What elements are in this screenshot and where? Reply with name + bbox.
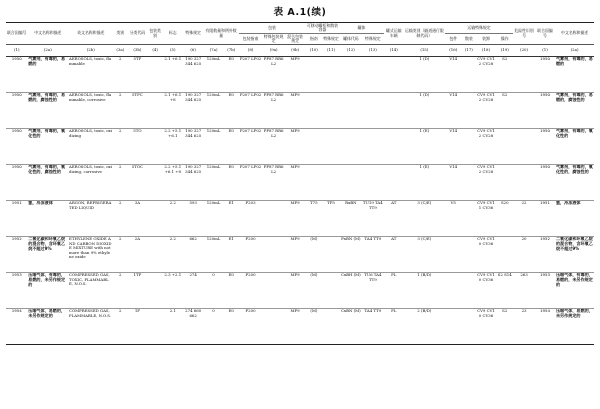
un-number-repeat-cell: 1950 xyxy=(535,164,555,200)
col-tank-code: 罐体代码 xyxy=(340,34,363,45)
special-provisions-cell: 190 327 344 625 xyxy=(183,92,203,128)
column-number: (16) xyxy=(445,45,462,56)
excepted-quantity-cell: E0 xyxy=(224,164,239,200)
name-cn-repeat-cell: 气雾剂，有毒的，易燃的，腐蚀性的 xyxy=(555,92,594,128)
column-number: (8) xyxy=(239,45,263,56)
tank-code-cell xyxy=(340,128,363,164)
labels-cell: 2.2 +5.1 +6.1 +8 xyxy=(163,164,183,200)
packing-instruction-cell: P200 xyxy=(239,236,263,272)
special-provisions-cell: 274 xyxy=(183,272,203,308)
operation-cell xyxy=(496,128,513,164)
col-mixed-packing: 混合包装规定 xyxy=(285,34,305,45)
transport-category-cell: 1 (E) xyxy=(404,164,445,200)
special-packing-cell: PP87 RR6 L2 xyxy=(262,56,285,92)
hazard-id-cell: 20 xyxy=(513,236,534,272)
name-en-cell: ARGON, REFRIGERATED LIQUID xyxy=(68,200,113,236)
tank-instruction-cell xyxy=(305,56,322,92)
col-name-en: 英文名称和描述 xyxy=(68,23,113,45)
column-number: (14) xyxy=(384,45,404,56)
column-number: (3a) xyxy=(113,45,127,56)
special-provisions-cell: 190 327 344 625 xyxy=(183,128,203,164)
col-tank-special-provisions-2: 特殊规定 xyxy=(362,34,383,45)
excepted-quantity-cell: E0 xyxy=(224,92,239,128)
packing-instruction-cell: P207 LP02 xyxy=(239,164,263,200)
name-cn-cell: 气雾剂，有毒的，氧化性的 xyxy=(27,128,68,164)
special-packing-cell xyxy=(262,308,285,344)
table-row xyxy=(6,236,594,272)
col-name-cn-repeat: 中文名称和描述 xyxy=(555,23,594,45)
column-number: (11) xyxy=(322,45,339,56)
limited-quantity-cell: 0 xyxy=(203,272,223,308)
operation-cell: S2 xyxy=(496,308,513,344)
transport-category-cell: 2 (B/D) xyxy=(404,308,445,344)
column-number: (9a) xyxy=(262,45,285,56)
tank-instruction-cell xyxy=(305,92,322,128)
packing-group-cell xyxy=(148,92,163,128)
un-number-cell: 1951 xyxy=(6,200,27,236)
name-cn-repeat-cell: 压缩气体，易燃的，未另作规定的 xyxy=(555,308,594,344)
tank-vehicle-cell: AT xyxy=(384,200,404,236)
un-number-repeat-cell: 1951 xyxy=(535,200,555,236)
tank-special-2-cell xyxy=(362,128,383,164)
col-un-number-repeat: 联合国编号 xyxy=(535,23,555,45)
special-packing-cell xyxy=(262,236,285,272)
classification-code-cell: 5TO xyxy=(127,128,147,164)
special-provisions-cell: 662 xyxy=(183,236,203,272)
tank-code-cell: PxBN (M) xyxy=(340,236,363,272)
packing-group-cell xyxy=(148,272,163,308)
column-number: (7b) xyxy=(224,45,239,56)
col-packages: 包件 xyxy=(445,34,462,45)
column-number: (17) xyxy=(462,45,476,56)
col-bulk: 散装 xyxy=(462,34,476,45)
name-cn-cell: 氩，冷冻液体 xyxy=(27,200,68,236)
labels-cell: 2.1 +6.1 +8 xyxy=(163,92,183,128)
packing-instruction-cell: P207 LP02 xyxy=(239,128,263,164)
mixed-packing-cell: MP9 xyxy=(285,92,305,128)
loading-cell: CV9 CV12 CV28 xyxy=(476,92,496,128)
mixed-packing-cell: MP9 xyxy=(285,272,305,308)
tank-instruction-cell xyxy=(305,164,322,200)
packing-group-cell xyxy=(148,200,163,236)
tank-special-2-cell xyxy=(362,56,383,92)
special-packing-cell: PP87 RR6 L2 xyxy=(262,92,285,128)
column-number: (4) xyxy=(148,45,163,56)
table-row xyxy=(6,164,594,200)
packing-group-cell xyxy=(148,128,163,164)
class-cell: 2 xyxy=(113,272,127,308)
tank-vehicle-cell xyxy=(384,164,404,200)
tank-code-cell: CxBH (M) xyxy=(340,272,363,308)
bulk-cell xyxy=(462,128,476,164)
column-number: (15) xyxy=(404,45,445,56)
tank-instruction-cell: (M) xyxy=(305,272,322,308)
tank-special-2-cell: TU19 TA4 TT9 xyxy=(362,200,383,236)
column-number: (18) xyxy=(476,45,496,56)
un-number-repeat-cell: 1950 xyxy=(535,92,555,128)
tank-special-2-cell xyxy=(362,92,383,128)
class-cell: 2 xyxy=(113,236,127,272)
classification-code-cell: 5TF xyxy=(127,56,147,92)
tank-special-cell xyxy=(322,56,339,92)
transport-category-cell: 1 (D) xyxy=(404,56,445,92)
name-en-cell: COMPRESSED GAS, FLAMMABLE, N.O.S. xyxy=(68,308,113,344)
packing-instruction-cell: P203 xyxy=(239,200,263,236)
tank-special-cell xyxy=(322,128,339,164)
group-portable-tanks: 可移动罐柜和散装容器 xyxy=(306,22,338,33)
excepted-quantity-cell: E0 xyxy=(224,128,239,164)
bulk-cell xyxy=(462,92,476,128)
hazard-id-cell xyxy=(513,56,534,92)
labels-cell: 2.1 +6.1 xyxy=(163,56,183,92)
class-cell: 2 xyxy=(113,128,127,164)
limited-quantity-cell: 120mL xyxy=(203,128,223,164)
bulk-cell xyxy=(462,272,476,308)
table-row xyxy=(6,92,594,128)
col-tank-special-provisions: 特殊规定 xyxy=(322,34,339,45)
table-row xyxy=(6,272,594,308)
classification-code-cell: 5TFC xyxy=(127,92,147,128)
col-packing-instructions: 包装指南 xyxy=(239,34,263,45)
name-cn-repeat-cell: 压缩气体，有毒的，易燃的，未另作规定的 xyxy=(555,272,594,308)
tank-special-cell xyxy=(322,164,339,200)
un-number-cell: 1952 xyxy=(6,236,27,272)
name-cn-repeat-cell: 气雾剂，有毒的，易燃的 xyxy=(555,56,594,92)
column-number: (5) xyxy=(163,45,183,56)
mixed-packing-cell: MP9 xyxy=(285,236,305,272)
packages-cell xyxy=(445,308,462,344)
loading-cell: CV9 CV10 CV36 xyxy=(476,272,496,308)
bulk-cell xyxy=(462,200,476,236)
class-cell: 2 xyxy=(113,92,127,128)
table-title: 表 A.1(续) xyxy=(273,7,327,18)
operation-cell xyxy=(496,164,513,200)
class-cell: 2 xyxy=(113,56,127,92)
un-number-repeat-cell: 1950 xyxy=(535,56,555,92)
column-number: (7a) xyxy=(203,45,223,56)
packages-cell: V14 xyxy=(445,128,462,164)
classification-code-cell: 2A xyxy=(127,236,147,272)
tank-special-cell xyxy=(322,272,339,308)
column-number: (9b) xyxy=(285,45,305,56)
col-un-number: 联合国编号 xyxy=(6,23,27,45)
class-cell: 2 xyxy=(113,308,127,344)
transport-category-cell: 3 (C/E) xyxy=(404,236,445,272)
un-number-repeat-cell: 1952 xyxy=(535,236,555,272)
excepted-quantity-cell: E1 xyxy=(224,200,239,236)
hazard-id-cell xyxy=(513,128,534,164)
tank-special-cell xyxy=(322,308,339,344)
transport-category-cell: 1 (D) xyxy=(404,92,445,128)
loading-cell: CV9 CV10 CV36 xyxy=(476,308,496,344)
packing-group-cell xyxy=(148,164,163,200)
un-number-cell: 1950 xyxy=(6,56,27,92)
tank-vehicle-cell xyxy=(384,56,404,92)
packages-cell xyxy=(445,272,462,308)
tank-special-cell xyxy=(322,92,339,128)
tank-special-cell xyxy=(322,236,339,272)
un-number-repeat-cell: 1953 xyxy=(535,272,555,308)
operation-cell: S2 xyxy=(496,92,513,128)
labels-cell: 2.2 +5.1 +6.1 xyxy=(163,128,183,164)
name-cn-repeat-cell: 氩，冷冻液体 xyxy=(555,200,594,236)
col-tank-instructions: 指南 xyxy=(305,34,322,45)
special-provisions-cell: 593 xyxy=(183,200,203,236)
dangerous-goods-table xyxy=(6,22,594,345)
table-row xyxy=(6,308,594,344)
col-class: 类别 xyxy=(113,23,127,45)
labels-cell: 2.2 xyxy=(163,236,183,272)
column-number: (6) xyxy=(183,45,203,56)
packages-cell: V5 xyxy=(445,200,462,236)
mixed-packing-cell: MP9 xyxy=(285,128,305,164)
packing-instruction-cell: P207 LP02 xyxy=(239,92,263,128)
name-cn-cell: 气雾剂，有毒的，易燃的，腐蚀性的 xyxy=(27,92,68,128)
operation-cell xyxy=(496,236,513,272)
tank-special-2-cell: TU6 TA4 TT9 xyxy=(362,272,383,308)
col-special-packing: 特殊包装规定 xyxy=(263,33,284,44)
tank-instruction-cell: T75 xyxy=(305,200,322,236)
operation-cell: S2 S14 xyxy=(496,272,513,308)
hazard-id-cell: 22 xyxy=(513,200,534,236)
un-number-cell: 1950 xyxy=(6,164,27,200)
class-cell: 2 xyxy=(113,200,127,236)
un-number-cell: 1950 xyxy=(6,92,27,128)
limited-quantity-cell: 120mL xyxy=(203,200,223,236)
group-transport-special: 运输特殊规定 xyxy=(445,23,514,34)
table-row xyxy=(6,56,594,92)
packing-instruction-cell: P200 xyxy=(239,272,263,308)
name-en-cell: AEROSOLS, toxic, oxidizing, corrosive xyxy=(68,164,113,200)
name-cn-repeat-cell: 气雾剂，有毒的，氧化性的 xyxy=(555,128,594,164)
special-packing-cell xyxy=(262,272,285,308)
table-body xyxy=(6,56,594,344)
labels-cell: 2.2 xyxy=(163,200,183,236)
classification-code-cell: 1TF xyxy=(127,272,147,308)
loading-cell: CV9 CV10 CV36 xyxy=(476,236,496,272)
limited-quantity-cell: 0 xyxy=(203,308,223,344)
column-number: (1) xyxy=(6,45,27,56)
packages-cell: V14 xyxy=(445,92,462,128)
col-loading: 装卸 xyxy=(476,34,496,45)
tank-vehicle-cell: AT xyxy=(384,236,404,272)
table-row xyxy=(6,128,594,164)
bulk-cell xyxy=(462,56,476,92)
special-packing-cell xyxy=(262,200,285,236)
col-packing-group: 包装类别 xyxy=(148,23,163,45)
name-cn-cell: 压缩气体，有毒的，易燃的，未另作规定的 xyxy=(27,272,68,308)
col-limited-quantities: 有限数量和例外数量 xyxy=(203,23,238,45)
tank-code-cell xyxy=(340,56,363,92)
classification-code-cell: 3A xyxy=(127,200,147,236)
loading-cell: CV9 CV12 CV28 xyxy=(476,164,496,200)
col-transport-category: 运输类别（隧道通行限制代码） xyxy=(404,23,445,45)
tank-special-2-cell xyxy=(362,164,383,200)
transport-category-cell: 1 (E) xyxy=(404,128,445,164)
operation-cell: S2 xyxy=(496,56,513,92)
class-cell: 2 xyxy=(113,164,127,200)
name-cn-repeat-cell: 二氧化碳和环氧乙烷的混合物，含环氧乙烷不超过9% xyxy=(555,236,594,272)
name-en-cell: AEROSOLS, toxic, flammable, corrosive xyxy=(68,92,113,128)
packing-group-cell xyxy=(148,308,163,344)
excepted-quantity-cell: E0 xyxy=(224,308,239,344)
packing-group-cell xyxy=(148,236,163,272)
mixed-packing-cell: MP9 xyxy=(285,56,305,92)
column-number: (2a) xyxy=(555,45,594,56)
bulk-cell xyxy=(462,236,476,272)
column-number: (13) xyxy=(362,45,383,56)
limited-quantity-cell: 120mL xyxy=(203,92,223,128)
un-number-repeat-cell: 1954 xyxy=(535,308,555,344)
tank-code-cell: CxBN (M) xyxy=(340,308,363,344)
limited-quantity-cell: 120mL xyxy=(203,164,223,200)
tank-code-cell xyxy=(340,164,363,200)
loading-cell: CV9 CV11 CV36 xyxy=(476,200,496,236)
column-number: (1) xyxy=(535,45,555,56)
limited-quantity-cell: 120mL xyxy=(203,56,223,92)
classification-code-cell: 1F xyxy=(127,308,147,344)
packing-instruction-cell: P200 xyxy=(239,308,263,344)
name-cn-cell: 气雾剂，有毒的，氧化性的，腐蚀性的 xyxy=(27,164,68,200)
labels-cell: 2.3 +2.1 xyxy=(163,272,183,308)
group-packaging: 包装 xyxy=(239,23,306,34)
column-number: (3b) xyxy=(127,45,147,56)
operation-cell: S20 xyxy=(496,200,513,236)
loading-cell: CV9 CV12 CV28 xyxy=(476,128,496,164)
limited-quantity-cell: 120mL xyxy=(203,236,223,272)
column-number: (12) xyxy=(340,45,363,56)
tank-instruction-cell: (M) xyxy=(305,308,322,344)
name-en-cell: AEROSOLS, toxic, oxidizing xyxy=(68,128,113,164)
name-en-cell: ETHYLENE OXIDE AND CARBON DIOXIDE MIXTURE with not more than 9% ethylene oxide xyxy=(68,236,113,272)
name-en-cell: COMPRESSED GAS, TOXIC, FLAMMABLE, N.O.S. xyxy=(68,272,113,308)
col-labels: 标志 xyxy=(163,23,183,45)
column-number: (2a) xyxy=(27,45,68,56)
column-number: (19) xyxy=(496,45,513,56)
tank-special-cell: TP5 xyxy=(322,200,339,236)
special-provisions-cell: 274 660 662 xyxy=(183,308,203,344)
tank-special-2-cell: TA4 TT9 xyxy=(362,236,383,272)
excepted-quantity-cell: E1 xyxy=(224,236,239,272)
tank-vehicle-cell xyxy=(384,92,404,128)
un-number-cell: 1953 xyxy=(6,272,27,308)
hazard-id-cell: 23 xyxy=(513,308,534,344)
special-provisions-cell: 190 327 344 625 xyxy=(183,56,203,92)
col-tank-vehicle: 罐式运输车辆 xyxy=(384,23,404,45)
un-number-repeat-cell: 1950 xyxy=(535,128,555,164)
tank-code-cell xyxy=(340,92,363,128)
bulk-cell xyxy=(462,308,476,344)
table-row xyxy=(6,200,594,236)
un-number-cell: 1950 xyxy=(6,128,27,164)
column-number-row xyxy=(6,45,594,56)
excepted-quantity-cell: E0 xyxy=(224,272,239,308)
column-number: (10) xyxy=(305,45,322,56)
col-classification-code: 分类代码 xyxy=(127,23,147,45)
column-number: (2b) xyxy=(68,45,113,56)
hazard-id-cell xyxy=(513,164,534,200)
name-cn-cell: 气雾剂，有毒的，易燃的 xyxy=(27,56,68,92)
transport-category-cell: 3 (C/E) xyxy=(404,200,445,236)
labels-cell: 2.1 xyxy=(163,308,183,344)
hazard-id-cell xyxy=(513,92,534,128)
name-cn-cell: 压缩气体，易燃的，未另作规定的 xyxy=(27,308,68,344)
classification-code-cell: 5TOC xyxy=(127,164,147,200)
tank-vehicle-cell: FL xyxy=(384,308,404,344)
packages-cell xyxy=(445,236,462,272)
tank-instruction-cell xyxy=(305,128,322,164)
tank-vehicle-cell xyxy=(384,128,404,164)
name-cn-repeat-cell: 气雾剂，有毒的，氧化性的，腐蚀性的 xyxy=(555,164,594,200)
tank-instruction-cell: (M) xyxy=(305,236,322,272)
tank-vehicle-cell: FL xyxy=(384,272,404,308)
group-tank: 罐体 xyxy=(340,23,384,34)
table-header xyxy=(6,23,594,57)
packing-group-cell xyxy=(148,56,163,92)
col-hazard-id: 危险性识别号 xyxy=(513,23,534,45)
name-en-cell: AEROSOLS, toxic, flammable xyxy=(68,56,113,92)
mixed-packing-cell: MP9 xyxy=(285,200,305,236)
mixed-packing-cell: MP9 xyxy=(285,308,305,344)
loading-cell: CV9 CV12 CV28 xyxy=(476,56,496,92)
bulk-cell xyxy=(462,164,476,200)
name-cn-cell: 二氧化碳和环氧乙烷的混合物，含环氧乙烷不超过9% xyxy=(27,236,68,272)
packages-cell: V14 xyxy=(445,164,462,200)
special-packing-cell: PP87 RR6 L2 xyxy=(262,164,285,200)
col-special-provisions: 特殊规定 xyxy=(183,23,203,45)
tank-code-cell: RxBN xyxy=(340,200,363,236)
un-number-cell: 1954 xyxy=(6,308,27,344)
col-operation: 操作 xyxy=(496,34,513,45)
packages-cell: V14 xyxy=(445,56,462,92)
special-packing-cell: PP87 RR6 L2 xyxy=(262,128,285,164)
packing-instruction-cell: P207 LP02 xyxy=(239,56,263,92)
tank-special-2-cell: TA4 TT9 xyxy=(362,308,383,344)
special-provisions-cell: 190 327 344 625 xyxy=(183,164,203,200)
mixed-packing-cell: MP9 xyxy=(285,164,305,200)
col-name-cn: 中文名称和描述 xyxy=(27,23,68,45)
column-number: (20) xyxy=(513,45,534,56)
transport-category-cell: 1 (B/D) xyxy=(404,272,445,308)
hazard-id-cell: 263 xyxy=(513,272,534,308)
excepted-quantity-cell: E0 xyxy=(224,56,239,92)
